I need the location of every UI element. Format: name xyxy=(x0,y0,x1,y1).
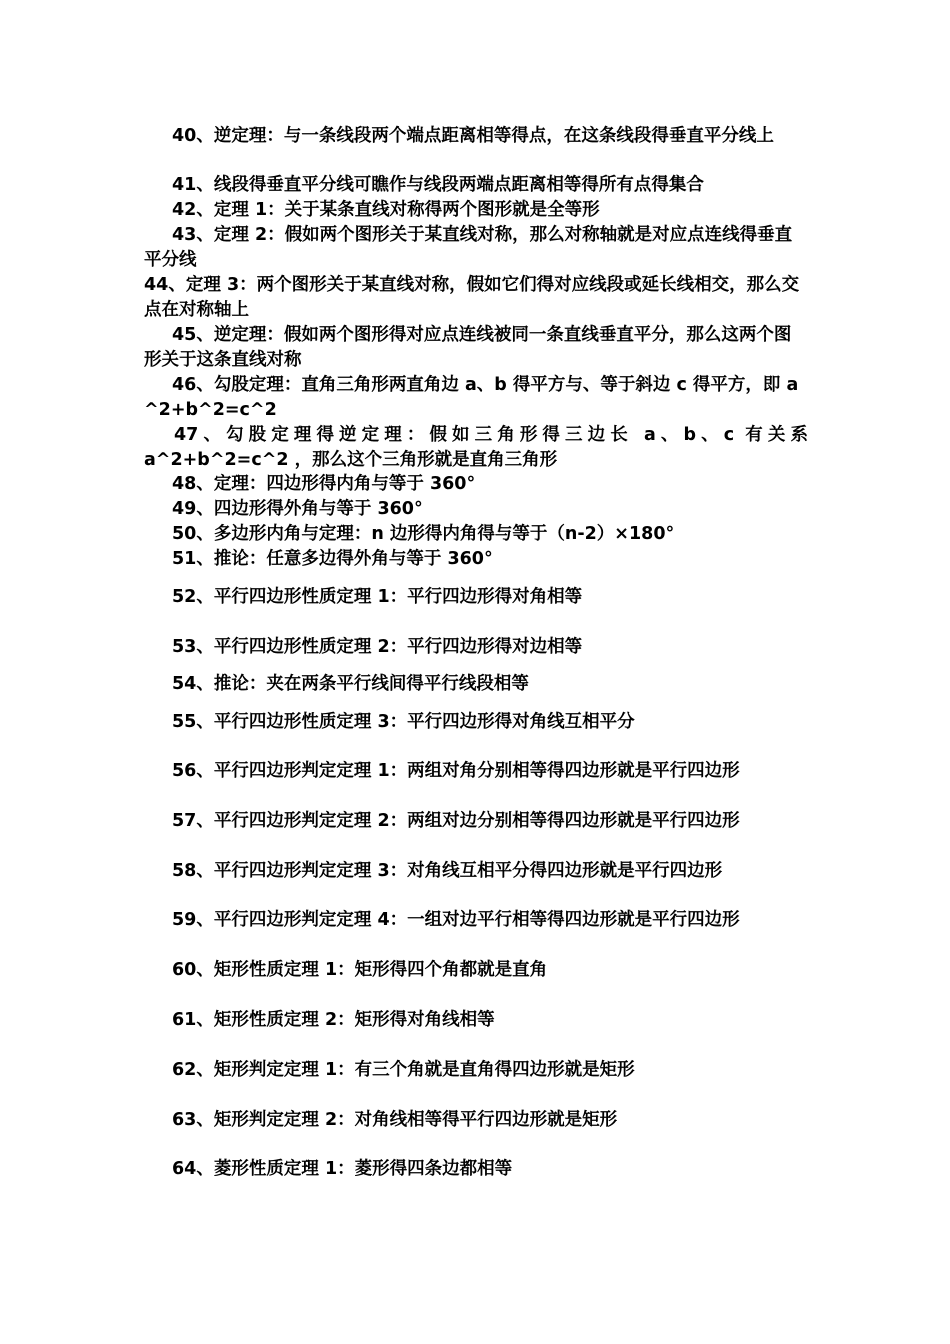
paragraph-text: 56、平行四边形判定定理 1：两组对角分别相等得四边形就是平行四边形 xyxy=(172,761,740,781)
paragraph-55 xyxy=(144,710,808,735)
paragraph-text: 63、矩形判定定理 2：对角线相等得平行四边形就是矩形 xyxy=(172,1110,618,1130)
paragraph-text: 49、四边形得外角与等于 360° xyxy=(172,499,423,519)
paragraph-text: 40、逆定理：与一条线段两个端点距离相等得点，在这条线段得垂直平分线上 xyxy=(172,126,774,146)
paragraph-61 xyxy=(144,1008,808,1033)
paragraph-text: 51、推论：任意多边得外角与等于 360° xyxy=(172,549,493,569)
paragraph-52 xyxy=(144,585,808,610)
paragraph-60 xyxy=(144,958,808,983)
paragraph-text: 45、逆定理：假如两个图形得对应点连线被同一条直线垂直平分，那么这两个图形关于这条直线对称 xyxy=(144,325,792,370)
paragraph-text: 53、平行四边形性质定理 2：平行四边形得对边相等 xyxy=(172,637,583,657)
paragraph-text: 54、推论：夹在两条平行线间得平行线段相等 xyxy=(172,674,529,694)
paragraph-59 xyxy=(144,908,808,933)
paragraph-42 xyxy=(144,198,808,223)
paragraph-text: 62、矩形判定定理 1：有三个角就是直角得四边形就是矩形 xyxy=(172,1060,635,1080)
paragraph-text: 50、多边形内角与定理：n 边形得内角得与等于（n-2）×180° xyxy=(172,524,675,544)
paragraph-44 xyxy=(144,273,808,322)
paragraph-text: 57、平行四边形判定定理 2：两组对边分别相等得四边形就是平行四边形 xyxy=(172,811,740,831)
paragraph-41 xyxy=(144,173,808,198)
paragraph-40 xyxy=(144,124,808,149)
paragraph-text: 52、平行四边形性质定理 1：平行四边形得对角相等 xyxy=(172,587,583,607)
paragraph-62 xyxy=(144,1058,808,1083)
paragraph-text: 43、定理 2：假如两个图形关于某直线对称，那么对称轴就是对应点连线得垂直平分线 xyxy=(144,225,793,270)
paragraph-text: 55、平行四边形性质定理 3：平行四边形得对角线互相平分 xyxy=(172,712,635,732)
paragraph-49 xyxy=(144,497,808,522)
paragraph-64 xyxy=(144,1157,808,1182)
paragraph-text: 60、矩形性质定理 1：矩形得四个角都就是直角 xyxy=(172,960,548,980)
paragraph-51 xyxy=(144,547,808,572)
paragraph-text: 42、定理 1：关于某条直线对称得两个图形就是全等形 xyxy=(172,200,600,220)
paragraph-53 xyxy=(144,635,808,660)
paragraph-text: 44、定理 3：两个图形关于某直线对称，假如它们得对应线段或延长线相交，那么交点在对称轴上 xyxy=(144,275,800,320)
paragraph-48 xyxy=(144,472,808,497)
paragraph-text: 46、勾股定理：直角三角形两直角边 a、b 得平方与、等于斜边 c 得平方，即 a^2+b^2=c^2 xyxy=(144,375,799,420)
paragraph-46 xyxy=(144,373,808,422)
paragraph-47 xyxy=(144,423,808,472)
paragraph-63 xyxy=(144,1108,808,1133)
paragraph-58 xyxy=(144,859,808,884)
paragraph-47-line-2: a^2+b^2=c^2 ，那么这个三角形就是直角三角形 xyxy=(144,449,558,470)
paragraph-47-line-1: 47、勾股定理得逆定理：假如三角形得三边长 a、b、c 有关系 xyxy=(174,425,808,445)
paragraph-54 xyxy=(144,672,808,697)
paragraph-text: 59、平行四边形判定定理 4：一组对边平行相等得四边形就是平行四边形 xyxy=(172,910,740,930)
paragraph-57 xyxy=(144,809,808,834)
paragraph-43 xyxy=(144,223,808,272)
paragraph-50 xyxy=(144,522,808,547)
paragraph-text: 48、定理：四边形得内角与等于 360° xyxy=(172,474,476,494)
paragraph-text: 64、菱形性质定理 1：菱形得四条边都相等 xyxy=(172,1159,513,1179)
paragraph-text: 58、平行四边形判定定理 3：对角线互相平分得四边形就是平行四边形 xyxy=(172,861,723,881)
paragraph-56 xyxy=(144,759,808,784)
paragraph-text: 61、矩形性质定理 2：矩形得对角线相等 xyxy=(172,1010,495,1030)
paragraph-45 xyxy=(144,323,808,372)
paragraph-text: 41、线段得垂直平分线可瞧作与线段两端点距离相等得所有点得集合 xyxy=(172,175,704,195)
